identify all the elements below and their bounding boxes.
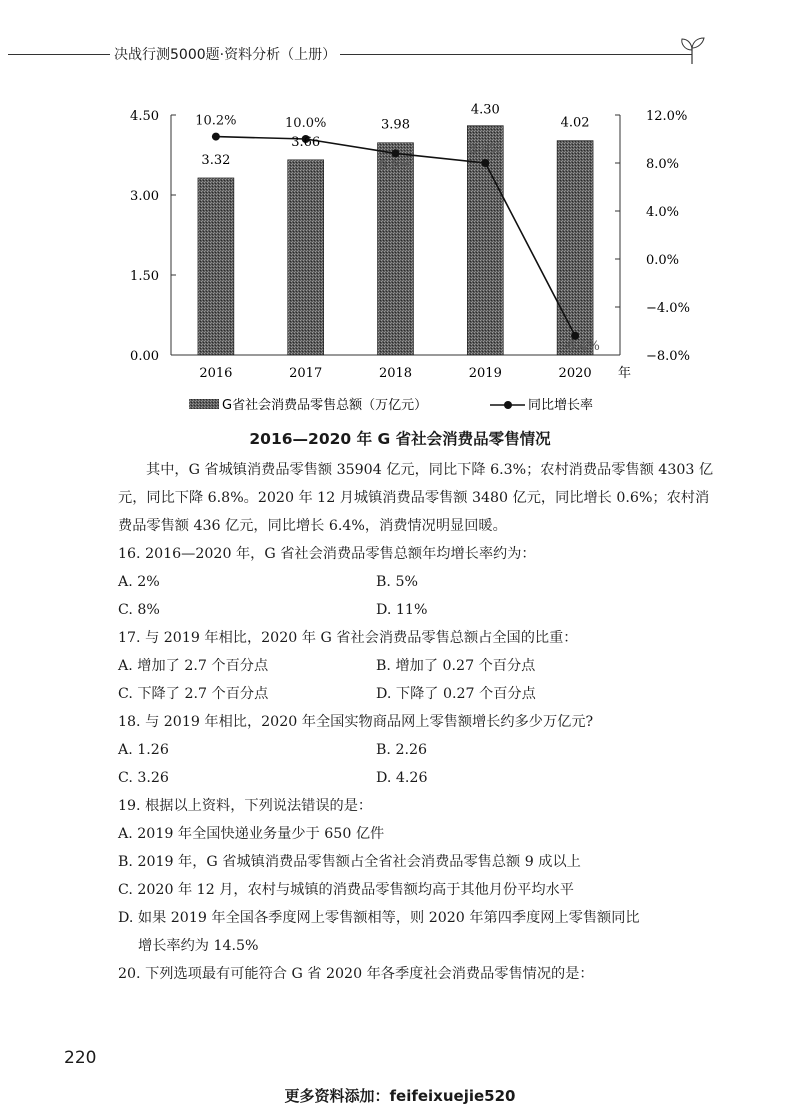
question-stem: 19. 根据以上资料，下列说法错误的是： [118, 798, 373, 814]
content [118, 456, 718, 988]
option-c: C. 3.26 [118, 770, 169, 786]
legend-line-label: 同比增长率 [528, 398, 594, 413]
option-b: B. 2.26 [376, 742, 428, 758]
right-tick-label: −4.0% [646, 301, 690, 316]
growth-label: 10.2% [195, 113, 237, 129]
growth-label: 8.0% [468, 142, 502, 157]
question-17 [118, 624, 718, 708]
question-stem: 18. 与 2019 年相比，2020 年全国实物商品网上零售额增长约多少万亿元? [118, 714, 594, 730]
question-stem: 16. 2016—2020 年，G 省社会消费品零售总额年均增长率约为： [118, 546, 536, 562]
bar-value-label: 3.98 [381, 117, 410, 133]
option-c: C. 8% [118, 602, 160, 618]
bar [557, 141, 593, 355]
left-tick-label: 1.50 [130, 269, 159, 284]
question-16 [118, 540, 718, 624]
right-tick-label: 8.0% [646, 157, 680, 172]
growth-label: 8.8% [378, 158, 413, 174]
x-tick-label: 2020 [558, 366, 592, 381]
right-tick-label: −8.0% [646, 349, 690, 364]
option-c: C. 2020 年 12 月，农村与城镇的消费品零售额均高于其他月份平均水平 [118, 882, 574, 898]
intro-paragraph: 其中，G 省城镇消费品零售额 35904 亿元，同比下降 6.3%；农村消费品零售额 4303 亿元，同比下降 6.8%。2020 年 12 月城镇消费品零售额 3480 亿元，同比增长 0.6%；农村消费品零售额 436 亿元，同比增长 6.4%，消费情况明显回暖。 [118, 462, 714, 534]
left-tick-label: 0.00 [130, 349, 159, 364]
x-tick-label: 2019 [468, 366, 502, 381]
growth-label: 10.0% [285, 116, 327, 131]
growth-point [481, 159, 489, 167]
right-tick-label: 0.0% [646, 253, 680, 268]
bar-value-label: 3.66 [291, 134, 321, 150]
page-header [0, 30, 800, 70]
option-a: A. 增加了 2.7 个百分点 [118, 658, 269, 674]
footer-note: 更多资料添加：feifeixuejie520 [284, 1087, 516, 1105]
right-tick-label: 4.0% [646, 205, 680, 220]
option-d: D. 11% [376, 602, 428, 618]
option-d: D. 下降了 0.27 个百分点 [376, 686, 536, 702]
x-tick-label: 2017 [289, 366, 323, 381]
book-title: 决战行测5000题·资料分析（上册） [114, 47, 337, 63]
bar [288, 160, 324, 355]
chart-title: 2016—2020 年 G 省社会消费品零售情况 [249, 430, 551, 448]
bar [378, 143, 414, 355]
right-tick-label: 12.0% [646, 109, 688, 124]
x-axis-unit: 年 [618, 366, 632, 381]
option-c: C. 下降了 2.7 个百分点 [118, 686, 269, 702]
left-tick-label: 4.50 [130, 109, 159, 124]
bar [198, 178, 234, 355]
legend-bar-swatch [189, 399, 219, 409]
page-number: 220 [64, 1048, 97, 1068]
option-b: B. 2019 年，G 省城镇消费品零售额占全省社会消费品零售总额 9 成以上 [118, 854, 581, 870]
growth-point [392, 149, 400, 157]
question-18 [118, 708, 718, 792]
option-d: D. 4.26 [376, 770, 428, 786]
question-stem: 17. 与 2019 年相比，2020 年 G 省社会消费品零售总额占全国的比重： [118, 630, 578, 646]
option-b: B. 增加了 0.27 个百分点 [376, 658, 536, 674]
x-tick-label: 2018 [378, 366, 413, 381]
question-20 [118, 960, 718, 988]
legend-line-marker [504, 401, 512, 409]
header-rule-right [340, 54, 692, 55]
option-d-continuation: 增长率约为 14.5% [138, 938, 259, 954]
option-d: D. 如果 2019 年全国各季度网上零售额相等，则 2020 年第四季度网上零售额同比 [118, 910, 640, 926]
question-stem: 20. 下列选项最有可能符合 G 省 2020 年各季度社会消费品零售情况的是： [118, 966, 594, 982]
x-tick-label: 2016 [199, 366, 233, 381]
header-rule-left [8, 54, 110, 55]
option-b: B. 5% [376, 574, 418, 590]
bar-value-label: 4.02 [560, 115, 590, 131]
question-19 [118, 792, 718, 960]
option-a: A. 1.26 [118, 742, 169, 758]
bar-value-label: 4.30 [470, 102, 500, 118]
option-a: A. 2019 年全国快递业务量少于 650 亿件 [118, 826, 385, 842]
growth-point [212, 133, 220, 141]
bar-value-label: 3.32 [201, 152, 231, 168]
sprout-icon [678, 34, 708, 68]
legend-bar-label: G省社会消费品零售总额（万亿元） [222, 398, 428, 413]
retail-chart [0, 95, 800, 425]
option-a: A. 2% [118, 574, 160, 590]
left-tick-label: 3.00 [130, 189, 159, 204]
growth-label: -6.4% [562, 338, 600, 354]
